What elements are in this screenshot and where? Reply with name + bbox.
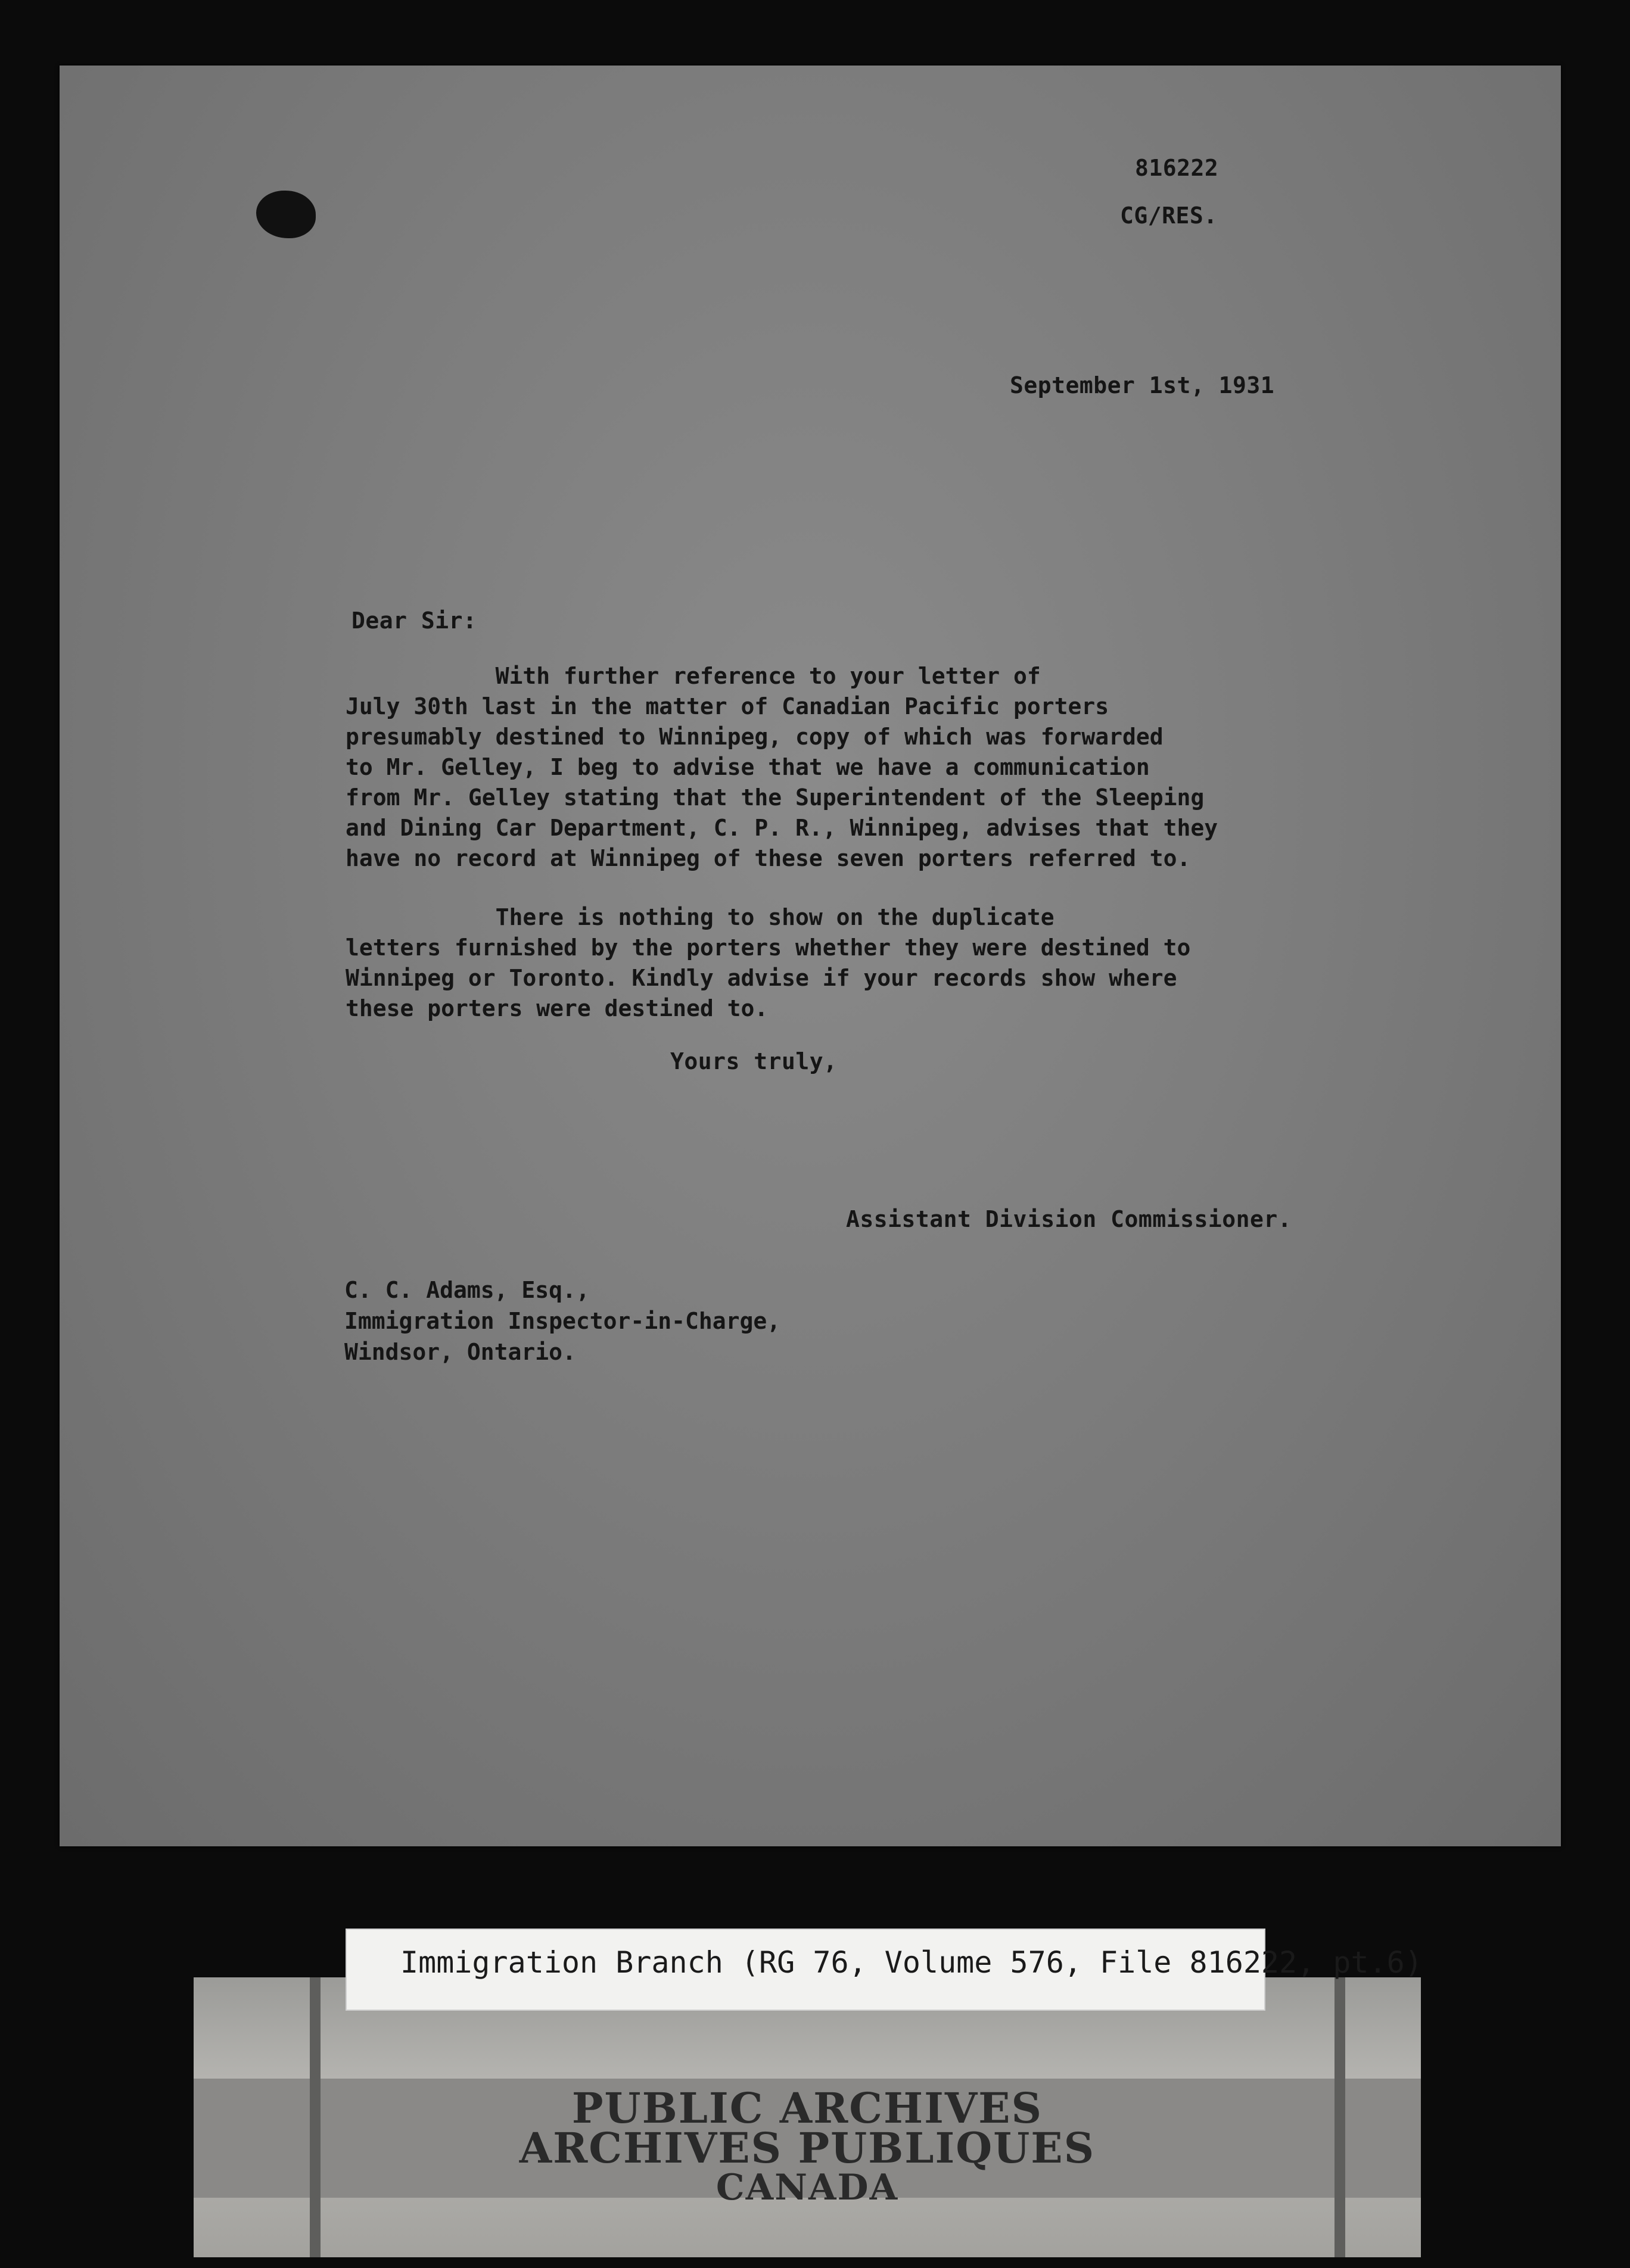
film-seam-left	[310, 1977, 321, 2257]
archive-reference-label	[346, 1929, 1423, 2011]
paragraph-line: Winnipeg or Toronto. Kindly advise if your records show where	[346, 965, 1177, 991]
reference-initials: CG/RES.	[1120, 202, 1218, 229]
paragraph-line: these porters were destined to.	[346, 995, 769, 1021]
addressee-line: C. C. Adams, Esq.,	[344, 1277, 590, 1303]
signature-title: Assistant Division Commissioner.	[846, 1206, 1292, 1232]
body-paragraph-1	[346, 661, 1218, 874]
paragraph-line: from Mr. Gelley stating that the Superintendent of the Sleeping	[346, 784, 1205, 811]
archive-stamp-country: CANADA	[716, 2167, 899, 2208]
archive-reference-text: Immigration Branch (RG 76, Volume 576, File 816222, pt.6)	[400, 1945, 1423, 1980]
film-seam-right	[1335, 1977, 1345, 2257]
file-number: 816222	[1135, 155, 1219, 181]
salutation: Dear Sir:	[351, 608, 477, 634]
paragraph-line: have no record at Winnipeg of these seven porters referred to.	[346, 845, 1191, 871]
paragraph-line: July 30th last in the matter of Canadian Pacific porters	[346, 693, 1109, 719]
paragraph-line: With further reference to your letter of	[346, 663, 1041, 689]
complimentary-close: Yours truly,	[670, 1048, 838, 1074]
paragraph-line: and Dining Car Department, C. P. R., Winnipeg, advises that they	[346, 815, 1218, 841]
paragraph-line: presumably destined to Winnipeg, copy of which was forwarded	[346, 724, 1164, 750]
addressee-block	[344, 1275, 780, 1367]
paragraph-line: There is nothing to show on the duplicate	[346, 904, 1054, 930]
addressee-line: Immigration Inspector-in-Charge,	[344, 1308, 781, 1334]
body-paragraph-2	[346, 902, 1190, 1024]
paragraph-line: to Mr. Gelley, I beg to advise that we have a communication	[346, 754, 1150, 780]
archive-stamp-french: ARCHIVES PUBLIQUES	[519, 2123, 1096, 2173]
letter-date: September 1st, 1931	[1010, 372, 1275, 398]
paragraph-line: letters furnished by the porters whether they were destined to	[346, 934, 1191, 961]
archive-stamp-english: PUBLIC ARCHIVES	[571, 2083, 1043, 2133]
punch-hole-mark	[256, 191, 316, 238]
addressee-line: Windsor, Ontario.	[344, 1339, 576, 1365]
archive-stamp-block	[194, 1977, 1421, 2257]
